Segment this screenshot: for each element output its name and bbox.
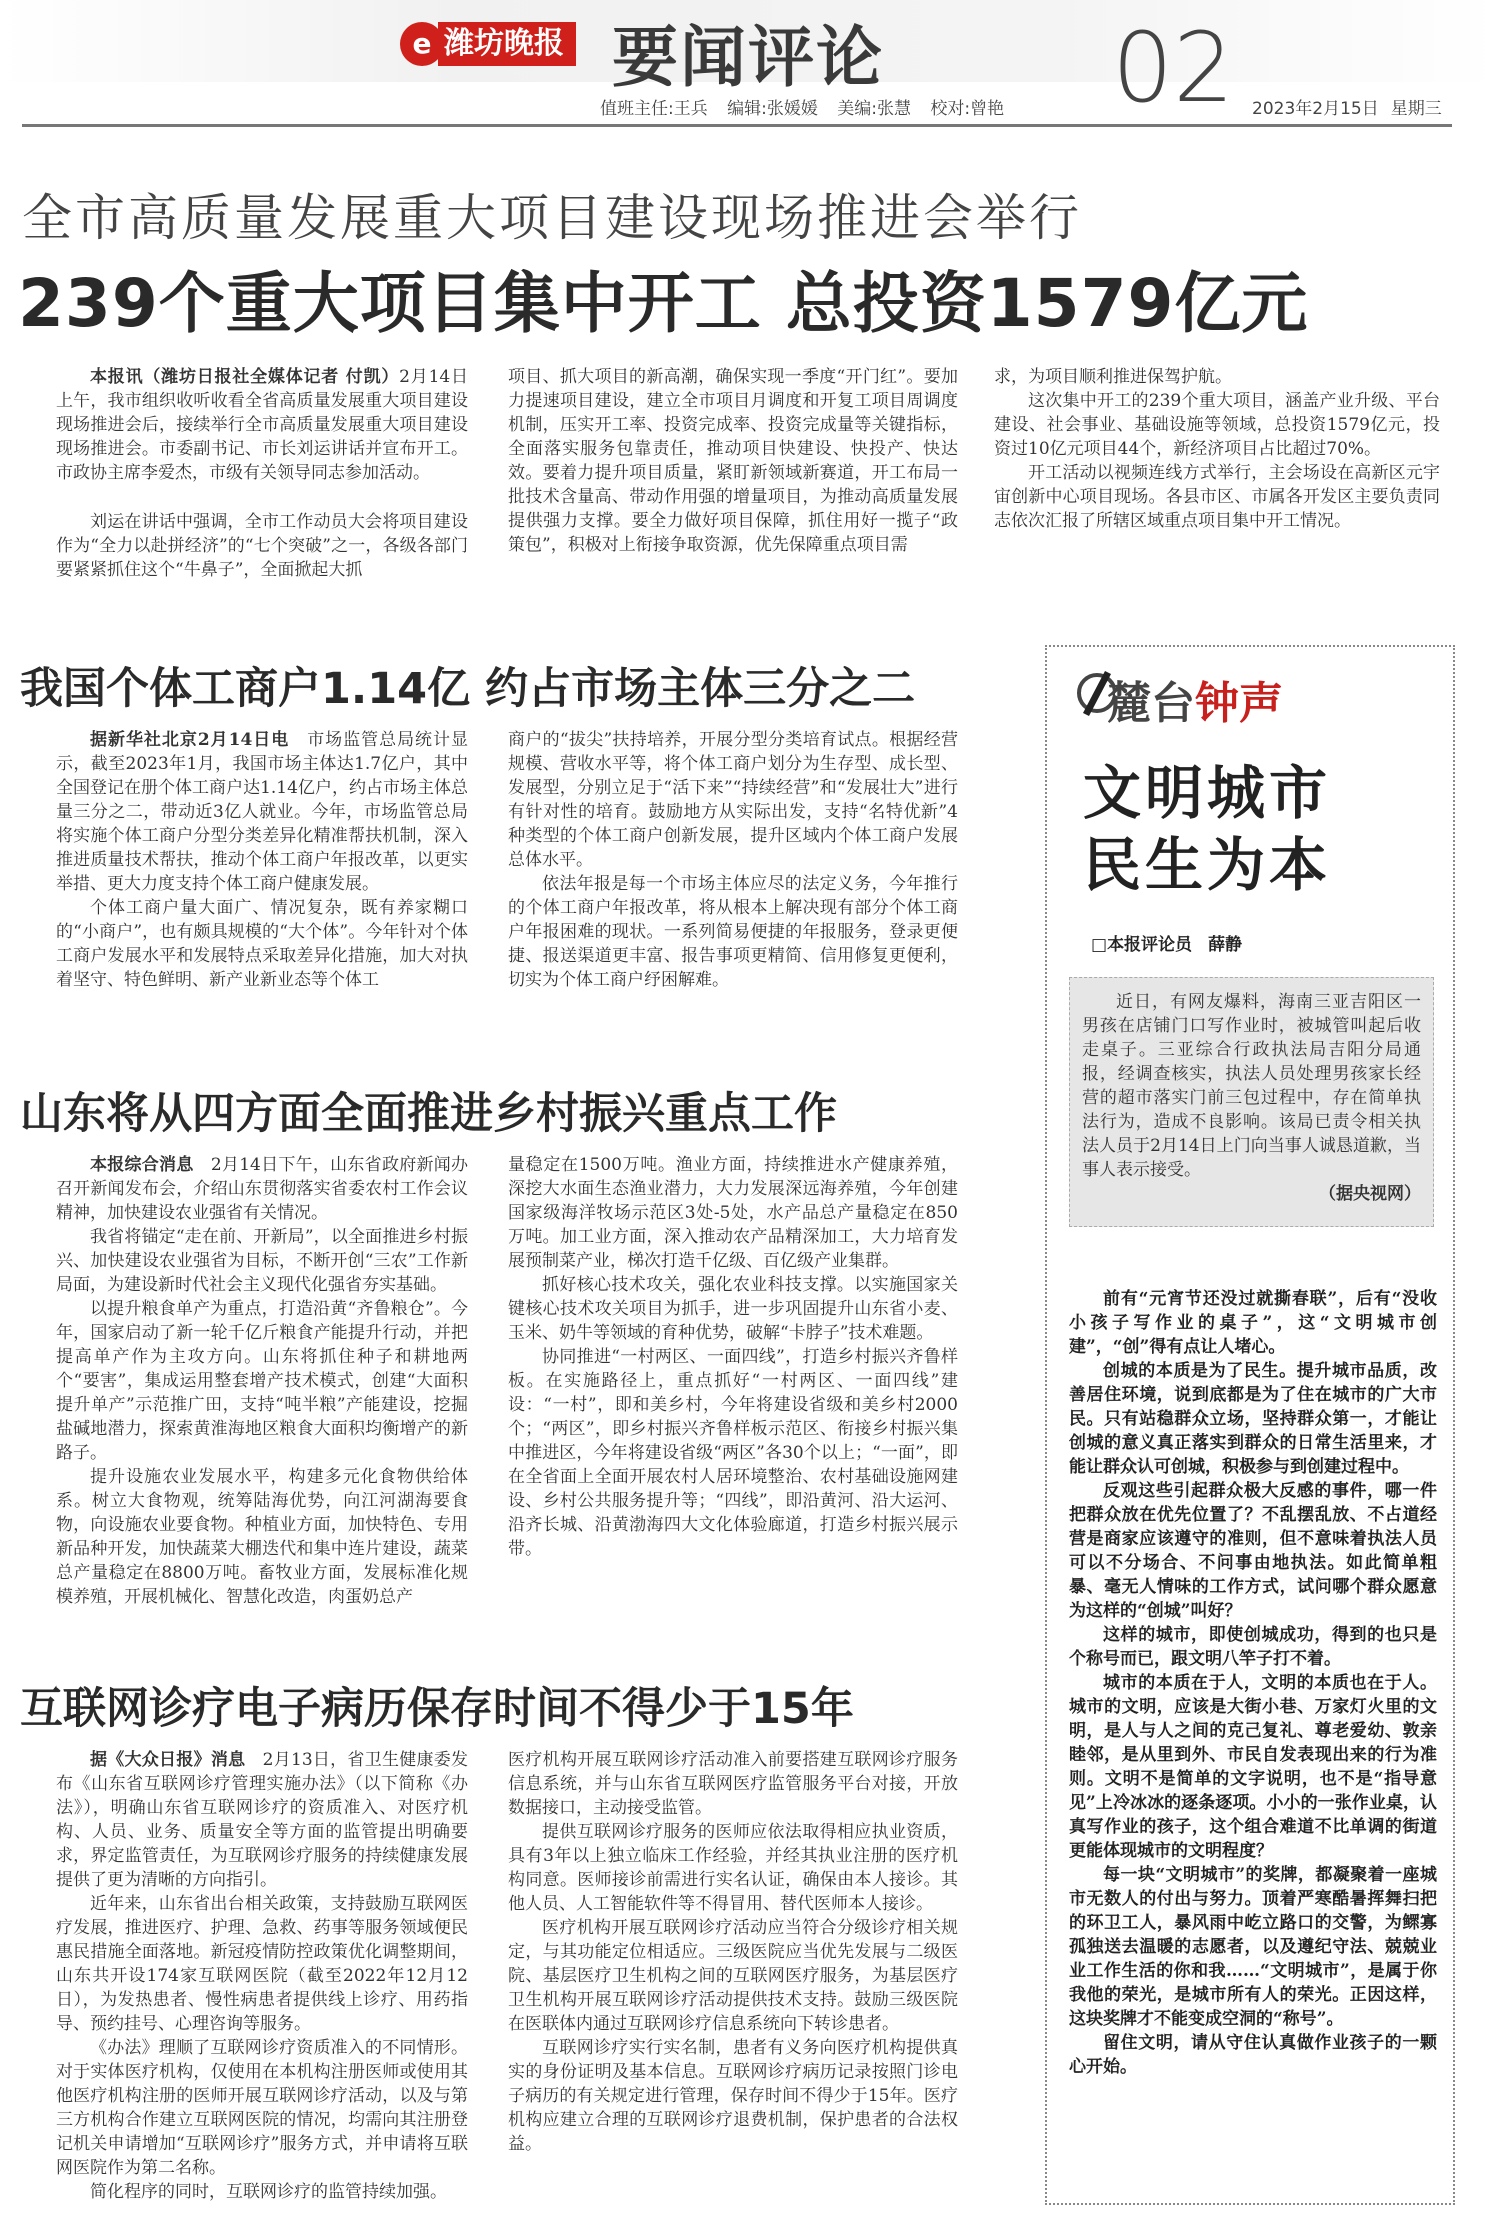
article1-col1b [56, 510, 468, 640]
article4-p4-part1: 简化程序的同时，互联网诊疗的监管持续加强。 [90, 2182, 447, 2202]
commentary-byline [1091, 930, 1242, 955]
masthead [0, 0, 1500, 135]
page-number: 02 [1112, 12, 1235, 124]
article3-p3: 以提升粮食单产为重点，打造沿黄“齐鲁粮仓”。今年，国家启动了新一轮千亿斤粮食产能提升行动，并把提高单产作为主攻方向。山东将抓住种子和耕地两个“要害”，集成运用整套增产技术模式，创建“大面积提升单产”示范推广田，支持“吨半粮”产能建设，挖掘盐碱地潜力，探索黄淮海地区粮食大面积均衡增产的新路子。 [56, 1299, 468, 1463]
article4-p5: 提供互联网诊疗服务的医师应依法取得相应执业资质，具有3年以上独立临床工作经验，并经其执业注册的医疗机构同意。医师接诊前需进行实名认证，确保由本人接诊。其他人员、人工智能软件等不得冒用、替代医师本人接诊。 [508, 1822, 958, 1914]
commentary-box [1045, 645, 1455, 2205]
article3-p1: 2月14日下午，山东省政府新闻办召开新闻发布会，介绍山东贯彻落实省委农村工作会议精神，加快建设农业强省有关情况。 [56, 1155, 468, 1223]
article1-p4: 开工活动以视频连线方式举行，主会场设在高新区元宇宙创新中心项目现场。各县市区、市属各开发区主要负责同志依次汇报了所辖区域重点项目集中开工情况。 [994, 463, 1440, 531]
article4-lead: 据《大众日报》消息 [90, 1750, 246, 1770]
article1-p3: 这次集中开工的239个重大项目，涵盖产业升级、平台建设、社会事业、基础设施等领域，总投资1579亿元，投资过10亿元项目44个，新经济项目占比超过70%。 [994, 391, 1440, 459]
article1-p1: 2月14日上午，我市组织收听收看全省高质量发展重大项目建设现场推进会后，接续举行全市高质量发展重大项目建设现场推进会。市委副书记、市长刘运讲话并宣布开工。市政协主席李爱杰，市级有关领导同志参加活动。 [56, 367, 468, 483]
news-source: （据央视网） [1319, 1184, 1421, 1204]
commentary-body [1069, 1287, 1437, 2187]
article4-col1 [56, 1748, 468, 2208]
article2-headline: 我国个体工商户1.14亿 约占市场主体三分之二 [20, 664, 916, 714]
article3-lead: 本报综合消息 [90, 1155, 194, 1175]
credit-editor: 编辑:张媛媛 [727, 99, 818, 119]
credit-art-editor: 美编:张慧 [837, 99, 912, 119]
newspaper-brand [400, 22, 576, 66]
article2-p2-part2: 商户的“拔尖”扶持培养，开展分型分类培育试点。根据经营规模、营收水平等，将个体工商户划分为生存型、成长型、发展型，分别立足于“活下来”“持续经营”和“发展壮大”进行有针对性的培育。鼓励地方从实际出发，支持“名特优新”4种类型的个体工商户创新发展，提升区域内个体工商户发展总体水平。 [508, 730, 958, 870]
article2-p1: 市场监管总局统计显示，截至2023年1月，我国市场主体达1.7亿户，其中全国登记在册个体工商户达1.14亿户，约占市场主体总量三分之二，带动近3亿人就业。今年，市场监管总局将实施个体工商户分型分类差异化精准帮扶机制，深入推进质量技术帮扶，推动个体工商户年报改革，以更实举措、更大力度支持个体工商户健康发展。 [56, 730, 468, 894]
dateline [1252, 94, 1454, 119]
article1-col3 [994, 365, 1440, 585]
article1-col2 [508, 365, 958, 595]
commentary-title-line2: 民生为本 [1083, 831, 1332, 899]
article3-p4-part2: 量稳定在1500万吨。渔业方面，持续推进水产健康养殖，深挖大水面生态渔业潜力，大力发展深远海养殖，今年创建国家级海洋牧场示范区3处-5处，水产品总产量稳定在850万吨。加工业方面，深入推动农产品精深加工，大力培育发展预制菜产业，梯次打造千亿级、百亿级产业集群。 [508, 1155, 958, 1271]
article3-headline: 山东将从四方面全面推进乡村振兴重点工作 [20, 1089, 837, 1139]
byline-role: 本报评论员 [1107, 935, 1193, 955]
commentary-column-name [1107, 667, 1283, 731]
brand-logo-icon: e [400, 22, 444, 66]
news-summary-box [1069, 977, 1434, 1227]
article3-p4-part1: 提升设施农业发展水平，构建多元化食物供给体系。树立大食物观，统筹陆海优势，向江河湖海要食物，向设施农业要食物。种植业方面，加快特色、专用新品种开发，加快蔬菜大棚迭代和集中连片建设，蔬菜总产量稳定在8800万吨。畜牧业方面，发展标准化规模养殖，开展机械化、智慧化改造，肉蛋奶总产 [56, 1467, 468, 1607]
article1-p2-part3: 求，为项目顺利推进保驾护航。 [994, 367, 1232, 387]
section-title: 要闻评论 [612, 19, 884, 96]
article3-p5: 抓好核心技术攻关，强化农业科技支撑。以实施国家关键核心技术攻关项目为抓手，进一步巩固提升山东省小麦、玉米、奶牛等领域的育种优势，破解“卡脖子”技术难题。 [508, 1275, 958, 1343]
article1-lead: 本报讯（潍坊日报社全媒体记者 付凯） [90, 367, 400, 387]
article4-p4-part2: 医疗机构开展互联网诊疗活动准入前要搭建互联网诊疗服务信息系统，并与山东省互联网医疗监管服务平台对接，开放数据接口，主动接受监管。 [508, 1750, 958, 1818]
article4-p1: 2月13日，省卫生健康委发布《山东省互联网诊疗管理实施办法》（以下简称《办法》），明确山东省互联网诊疗的资质准入、对医疗机构、人员、业务、质量安全等方面的监管提出明确要求，界定监管责任，为互联网诊疗服务的持续健康发展提供了更为清晰的方向指引。 [56, 1750, 468, 1890]
column-name-part2: 钟声 [1195, 678, 1283, 729]
issue-date: 2023年2月15日 [1252, 99, 1379, 119]
article3-p2: 我省将锚定“走在前、开新局”，以全面推进乡村振兴、加快建设农业强省为目标，不断开创“三农”工作新局面，为建设新时代社会主义现代化强省夯实基础。 [56, 1227, 468, 1295]
article4-p3: 《办法》理顺了互联网诊疗资质准入的不同情形。对于实体医疗机构，仅使用在本机构注册医师或使用其他医疗机构注册的医师开展互联网诊疗活动，以及与第三方机构合作建立互联网医院的情况，均需向其注册登记机关申请增加“互联网诊疗”服务方式，并申请将互联网医院作为第二名称。 [56, 2038, 468, 2178]
article1-p2-part1: 刘运在讲话中强调，全市工作动员大会将项目建设作为“全力以赴拼经济”的“七个突破”之一，各级各部门要紧紧抓住这个“牛鼻子”，全面掀起大抓 [56, 512, 468, 580]
article2-col1 [56, 728, 468, 1028]
article3-col1 [56, 1153, 468, 1623]
commentary-p1: 前有“元宵节还没过就撕春联”，后有“没收小孩子写作业的桌子”，这“文明城市创建”，“创”得有点让人堵心。 [1069, 1289, 1437, 1357]
article4-col2 [508, 1748, 958, 2208]
article3-col2 [508, 1153, 958, 1623]
commentary-p6: 每一块“文明城市”的奖牌，都凝聚着一座城市无数人的付出与努力。顶着严寒酷暑挥舞扫把的环卫工人，暴风雨中屹立路口的交警，为鳏寡孤独送去温暖的志愿者，以及遵纪守法、兢兢业业工作生活的你和我……“文明城市”，是属于你我他的荣光，是城市所有人的荣光。正因这样，这块奖牌才不能变成空洞的“称号”。 [1069, 1865, 1437, 2029]
article4-p6: 医疗机构开展互联网诊疗活动应当符合分级诊疗相关规定，与其功能定位相适应。三级医院应当优先发展与二级医院、基层医疗卫生机构之间的互联网医疗服务，为基层医疗卫生机构开展互联网诊疗活动提供技术支持。鼓励三级医院在医联体内通过互联网诊疗信息系统向下转诊患者。 [508, 1918, 958, 2034]
byline-author: 薛静 [1208, 935, 1243, 955]
credit-duty-chief: 值班主任:王兵 [600, 99, 708, 119]
commentary-p4: 这样的城市，即使创城成功，得到的也只是个称号而已，跟文明八竿子打不着。 [1069, 1625, 1437, 1669]
commentary-p3: 反观这些引起群众极大反感的事件，哪一件把群众放在优先位置了？不乱摆乱放、不占道经营是商家应该遵守的准则，但不意味着执法人员可以不分场合、不问事由地执法。如此简单粗暴、毫无人情味的工作方式，试问哪个群众愿意为这样的“创城”叫好？ [1069, 1481, 1437, 1621]
byline-box: □ [1091, 935, 1108, 955]
commentary-title-line1: 文明城市 [1083, 759, 1332, 827]
credit-proofreader: 校对:曾艳 [930, 99, 1005, 119]
column-name-part1: 麓台 [1107, 678, 1195, 729]
news-summary: 近日，有网友爆料，海南三亚吉阳区一男孩在店铺门口写作业时，被城管叫起后收走桌子。三亚综合行政执法局吉阳分局通报，经调查核实，执法人员处理男孩家长经营的超市落实门前三包过程中，存在简单执法行为，造成不良影响。该局已责令相关执法人员于2月14日上门向当事人诚恳道歉，当事人表示接受。 [1082, 992, 1421, 1180]
article2-col2 [508, 728, 958, 1028]
commentary-p2: 创城的本质是为了民生。提升城市品质，改善居住环境，说到底都是为了住在城市的广大市民。只有站稳群众立场，坚持群众第一，才能让创城的意义真正落实到群众的日常生活里来，才能让群众认可创城，积极参与到创建过程中。 [1069, 1361, 1437, 1477]
article1-kicker: 全市高质量发展重大项目建设现场推进会举行 [22, 189, 1082, 247]
editor-credits [600, 94, 1018, 119]
issue-weekday: 星期三 [1390, 99, 1442, 119]
article4-p7: 互联网诊疗实行实名制，患者有义务向医疗机构提供真实的身份证明及基本信息。互联网诊疗病历记录按照门诊电子病历的有关规定进行管理，保存时间不得少于15年。医疗机构应建立合理的互联网诊疗退费机制，保护患者的合法权益。 [508, 2038, 958, 2154]
article2-p2-part1: 个体工商户量大面广、情况复杂，既有养家糊口的“小商户”，也有颇具规模的“大个体”。今年针对个体工商户发展水平和发展特点采取差异化措施，加大对执着坚守、特色鲜明、新产业新业态等个体工 [56, 898, 468, 990]
commentary-p5: 城市的本质在于人，文明的本质也在于人。城市的文明，应该是大街小巷、万家灯火里的文明，是人与人之间的克己复礼、尊老爱幼、敦亲睦邻，是从里到外、市民自发表现出来的行为准则。文明不是简单的文字说明，也不是“指导意见”上冷冰冰的逐条逐项。小小的一张作业桌，认真写作业的孩子，这个组合难道不比单调的街道更能体现城市的文明程度？ [1069, 1673, 1437, 1861]
article1-p2-part2: 项目、抓大项目的新高潮，确保实现一季度“开门红”。要加力提速项目建设，建立全市项目月调度和开复工项目周调度机制，压实开工率、投资完成率、投资完成量等关键指标，全面落实服务包靠责任，推动项目快建设、快投产、快达效。要着力提升项目质量，紧盯新领域新赛道，开工布局一批技术含量高、带动作用强的增量项目，为推动高质量发展提供强力支撑。要全力做好项目保障，抓住用好一揽子“政策包”，积极对上衔接争取资源，优先保障重点项目需 [508, 367, 958, 555]
article1-headline: 239个重大项目集中开工 总投资1579亿元 [18, 265, 1309, 342]
brand-name: 潍坊晚报 [438, 22, 576, 66]
masthead-rule [22, 124, 1452, 127]
commentary-p7: 留住文明，请从守住认真做作业孩子的一颗心开始。 [1069, 2033, 1437, 2077]
article2-lead: 据新华社北京2月14日电 [90, 730, 290, 750]
article3-p6: 协同推进“一村两区、一面四线”，打造乡村振兴齐鲁样板。在实施路径上，重点抓好“一村两区、一面四线”建设：“一村”，即和美乡村，今年将建设省级和美乡村2000个；“两区”，即乡村振兴齐鲁样板示范区、衔接乡村振兴集中推进区，今年将建设省级“两区”各30个以上；“一面”，即在全省面上全面开展农村人居环境整治、农村基础设施网建设、乡村公共服务提升等；“四线”，即沿黄河、沿大运河、沿齐长城、沿黄渤海四大文化体验廊道，打造乡村振兴展示带。 [508, 1347, 958, 1559]
commentary-title [1083, 757, 1331, 901]
article4-p2: 近年来，山东省出台相关政策，支持鼓励互联网医疗发展，推进医疗、护理、急救、药事等服务领域便民惠民措施全面落地。新冠疫情防控政策优化调整期间，山东共开设174家互联网医院（截至2022年12月12日），为发热患者、慢性病患者提供线上诊疗、用药指导、预约挂号、心理咨询等服务。 [56, 1894, 468, 2034]
article4-headline: 互联网诊疗电子病历保存时间不得少于15年 [20, 1684, 854, 1734]
article2-p3: 依法年报是每一个市场主体应尽的法定义务，今年推行的个体工商户年报改革，将从根本上解决现有部分个体工商户年报困难的现状。一系列简易便捷的年报服务，登录更便捷、报送渠道更丰富、报告事项更精简、信用修复更便利，切实为个体工商户纾困解难。 [508, 874, 958, 990]
